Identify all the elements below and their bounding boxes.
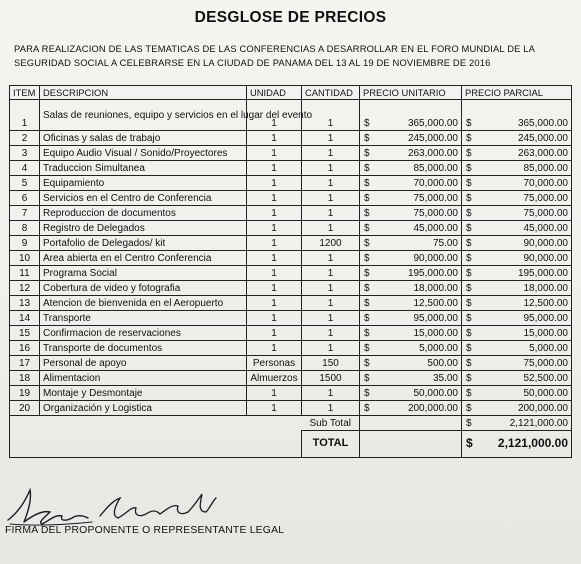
row-item: 7 xyxy=(10,206,40,221)
row-unit-price: $ 12,500.00 xyxy=(360,296,462,311)
subtotal-label: Sub Total xyxy=(309,417,351,429)
document-title: DESGLOSE DE PRECIOS xyxy=(194,9,387,26)
table-row xyxy=(10,386,572,401)
header-unit-price: PRECIO UNITARIO xyxy=(360,86,462,100)
row-unit-price: $ 85,000.00 xyxy=(360,161,462,176)
row-description: Salas de reuniones, equipo y servicios en el lugar del evento xyxy=(40,100,247,131)
row-partial-price: $ 263,000.00 xyxy=(462,146,572,161)
table-row xyxy=(10,221,572,236)
table-row xyxy=(10,341,572,356)
row-unit: 1 xyxy=(247,341,302,356)
table-row xyxy=(10,131,572,146)
row-item: 8 xyxy=(10,221,40,236)
row-unit: 1 xyxy=(247,206,302,221)
row-item: 12 xyxy=(10,281,40,296)
row-item: 16 xyxy=(10,341,40,356)
row-description: Atencion de bienvenida en el Aeropuerto xyxy=(40,296,247,311)
row-description: Cobertura de video y fotografia xyxy=(40,281,247,296)
row-description: Portafolio de Delegados/ kit xyxy=(40,236,247,251)
table-body xyxy=(10,100,572,416)
header-unit: UNIDAD xyxy=(247,86,302,100)
row-item: 5 xyxy=(10,176,40,191)
row-partial-price: $ 90,000.00 xyxy=(462,251,572,266)
row-unit-price: $ 365,000.00 xyxy=(360,100,462,131)
row-unit: 1 xyxy=(247,386,302,401)
row-quantity: 1 xyxy=(302,221,360,236)
row-description: Transporte xyxy=(40,311,247,326)
row-item: 15 xyxy=(10,326,40,341)
row-unit: 1 xyxy=(247,131,302,146)
row-quantity: 1500 xyxy=(302,371,360,386)
total-label: TOTAL xyxy=(302,431,360,458)
row-unit-price: $ 70,000.00 xyxy=(360,176,462,191)
row-quantity: 1 xyxy=(302,146,360,161)
table-row xyxy=(10,146,572,161)
row-unit-price: $ 75,000.00 xyxy=(360,191,462,206)
row-unit: 1 xyxy=(247,176,302,191)
row-unit: 1 xyxy=(247,281,302,296)
row-partial-price: $ 90,000.00 xyxy=(462,236,572,251)
table-row xyxy=(10,191,572,206)
table-row xyxy=(10,236,572,251)
row-quantity: 1 xyxy=(302,296,360,311)
row-quantity: 1 xyxy=(302,251,360,266)
row-item: 2 xyxy=(10,131,40,146)
row-description: Servicios en el Centro de Conferencia xyxy=(40,191,247,206)
row-quantity: 1 xyxy=(302,281,360,296)
row-item: 9 xyxy=(10,236,40,251)
row-description: Equipo Audio Visual / Sonido/Proyectores xyxy=(40,146,247,161)
row-partial-price: $ 15,000.00 xyxy=(462,326,572,341)
row-unit-price: $ 500.00 xyxy=(360,356,462,371)
row-unit-price: $ 75,000.00 xyxy=(360,206,462,221)
row-quantity: 150 xyxy=(302,356,360,371)
row-item: 11 xyxy=(10,266,40,281)
row-description: Equipamiento xyxy=(40,176,247,191)
row-partial-price: $ 5,000.00 xyxy=(462,341,572,356)
row-unit-price: $ 35.00 xyxy=(360,371,462,386)
row-partial-price: $ 245,000.00 xyxy=(462,131,572,146)
row-partial-price: $ 200,000.00 xyxy=(462,401,572,416)
row-unit: 1 xyxy=(247,326,302,341)
row-unit: 1 xyxy=(247,100,302,131)
row-unit: 1 xyxy=(247,221,302,236)
row-description: Confirmacion de reservaciones xyxy=(40,326,247,341)
row-unit: 1 xyxy=(247,311,302,326)
row-partial-price: $ 12,500.00 xyxy=(462,296,572,311)
row-item: 10 xyxy=(10,251,40,266)
intro-line-1: PARA REALIZACION DE LAS TEMATICAS DE LAS CONFERENCIAS A DESARROLLAR EN EL FORO MUNDIAL DE LA xyxy=(14,43,536,54)
row-quantity: 1 xyxy=(302,176,360,191)
row-unit-price: $ 5,000.00 xyxy=(360,341,462,356)
intro-line-2: SEGURIDAD SOCIAL A CELEBRARSE EN LA CIUDAD DE PANAMA DEL 13 AL 19 DE NOVIEMBRE DE 2016 xyxy=(14,57,491,68)
row-item: 3 xyxy=(10,146,40,161)
row-unit-price: $ 195,000.00 xyxy=(360,266,462,281)
row-description: Montaje y Desmontaje xyxy=(40,386,247,401)
row-unit: Almuerzos xyxy=(247,371,302,386)
row-partial-price: $ 45,000.00 xyxy=(462,221,572,236)
header-partial-price: PRECIO PARCIAL xyxy=(462,86,572,100)
row-partial-price: $ 50,000.00 xyxy=(462,386,572,401)
table-row xyxy=(10,356,572,371)
row-description: Alimentacion xyxy=(40,371,247,386)
row-unit-price: $ 90,000.00 xyxy=(360,251,462,266)
row-quantity: 1 xyxy=(302,326,360,341)
table-row xyxy=(10,100,572,131)
row-item: 19 xyxy=(10,386,40,401)
row-item: 14 xyxy=(10,311,40,326)
row-item: 1 xyxy=(10,100,40,131)
header-quantity: CANTIDAD xyxy=(302,86,360,100)
row-quantity: 1 xyxy=(302,311,360,326)
row-description: Personal de apoyo xyxy=(40,356,247,371)
table-row xyxy=(10,206,572,221)
price-table xyxy=(9,85,572,458)
row-partial-price: $ 85,000.00 xyxy=(462,161,572,176)
row-item: 17 xyxy=(10,356,40,371)
row-description: Area abierta en el Centro Conferencia xyxy=(40,251,247,266)
row-unit: 1 xyxy=(247,236,302,251)
row-partial-price: $ 52,500.00 xyxy=(462,371,572,386)
row-unit-price: $ 95,000.00 xyxy=(360,311,462,326)
row-unit-price: $ 45,000.00 xyxy=(360,221,462,236)
row-unit-price: $ 200,000.00 xyxy=(360,401,462,416)
table-row xyxy=(10,161,572,176)
row-item: 18 xyxy=(10,371,40,386)
subtotal-value: $ 2,121,000.00 xyxy=(462,416,572,431)
row-unit-price: $ 15,000.00 xyxy=(360,326,462,341)
row-unit-price: $ 263,000.00 xyxy=(360,146,462,161)
row-quantity: 1200 xyxy=(302,236,360,251)
row-partial-price: $ 95,000.00 xyxy=(462,311,572,326)
row-partial-price: $ 18,000.00 xyxy=(462,281,572,296)
row-unit: 1 xyxy=(247,296,302,311)
row-quantity: 1 xyxy=(302,131,360,146)
row-unit: 1 xyxy=(247,161,302,176)
row-partial-price: $ 75,000.00 xyxy=(462,206,572,221)
row-quantity: 1 xyxy=(302,341,360,356)
row-item: 4 xyxy=(10,161,40,176)
row-quantity: 1 xyxy=(302,266,360,281)
table-row xyxy=(10,401,572,416)
row-description: Registro de Delegados xyxy=(40,221,247,236)
row-quantity: 1 xyxy=(302,161,360,176)
row-unit-price: $ 245,000.00 xyxy=(360,131,462,146)
table-row xyxy=(10,296,572,311)
row-partial-price: $ 195,000.00 xyxy=(462,266,572,281)
document-intro xyxy=(14,42,569,70)
row-quantity: 1 xyxy=(302,100,360,131)
row-item: 13 xyxy=(10,296,40,311)
table-row xyxy=(10,281,572,296)
row-unit: Personas xyxy=(247,356,302,371)
row-quantity: 1 xyxy=(302,401,360,416)
row-description: Transporte de documentos xyxy=(40,341,247,356)
row-unit-price: $ 75.00 xyxy=(360,236,462,251)
row-unit: 1 xyxy=(247,191,302,206)
row-partial-price: $ 70,000.00 xyxy=(462,176,572,191)
row-description: Traduccion Simultanea xyxy=(40,161,247,176)
row-partial-price: $ 75,000.00 xyxy=(462,191,572,206)
row-unit-price: $ 50,000.00 xyxy=(360,386,462,401)
total-row xyxy=(10,431,572,458)
subtotal-row xyxy=(10,416,572,431)
row-item: 6 xyxy=(10,191,40,206)
row-partial-price: $ 75,000.00 xyxy=(462,356,572,371)
table-row xyxy=(10,251,572,266)
header-description: DESCRIPCION xyxy=(40,86,247,100)
row-description: Reproduccion de documentos xyxy=(40,206,247,221)
table-row xyxy=(10,371,572,386)
total-value: $ 2,121,000.00 xyxy=(462,431,572,458)
row-quantity: 1 xyxy=(302,386,360,401)
row-unit: 1 xyxy=(247,401,302,416)
table-row xyxy=(10,176,572,191)
table-header-row xyxy=(10,86,572,100)
row-description: Oficinas y salas de trabajo xyxy=(40,131,247,146)
row-quantity: 1 xyxy=(302,191,360,206)
row-quantity: 1 xyxy=(302,206,360,221)
row-description: Organización y Logistica xyxy=(40,401,247,416)
table-row xyxy=(10,311,572,326)
row-unit-price: $ 18,000.00 xyxy=(360,281,462,296)
row-partial-price: $ 365,000.00 xyxy=(462,100,572,131)
row-unit: 1 xyxy=(247,266,302,281)
table-row xyxy=(10,266,572,281)
signature-caption: FIRMA DEL PROPONENTE O REPRESENTANTE LEGAL xyxy=(5,525,285,536)
row-description: Programa Social xyxy=(40,266,247,281)
table-row xyxy=(10,326,572,341)
row-item: 20 xyxy=(10,401,40,416)
header-item: ITEM xyxy=(10,86,40,100)
row-unit: 1 xyxy=(247,146,302,161)
row-unit: 1 xyxy=(247,251,302,266)
